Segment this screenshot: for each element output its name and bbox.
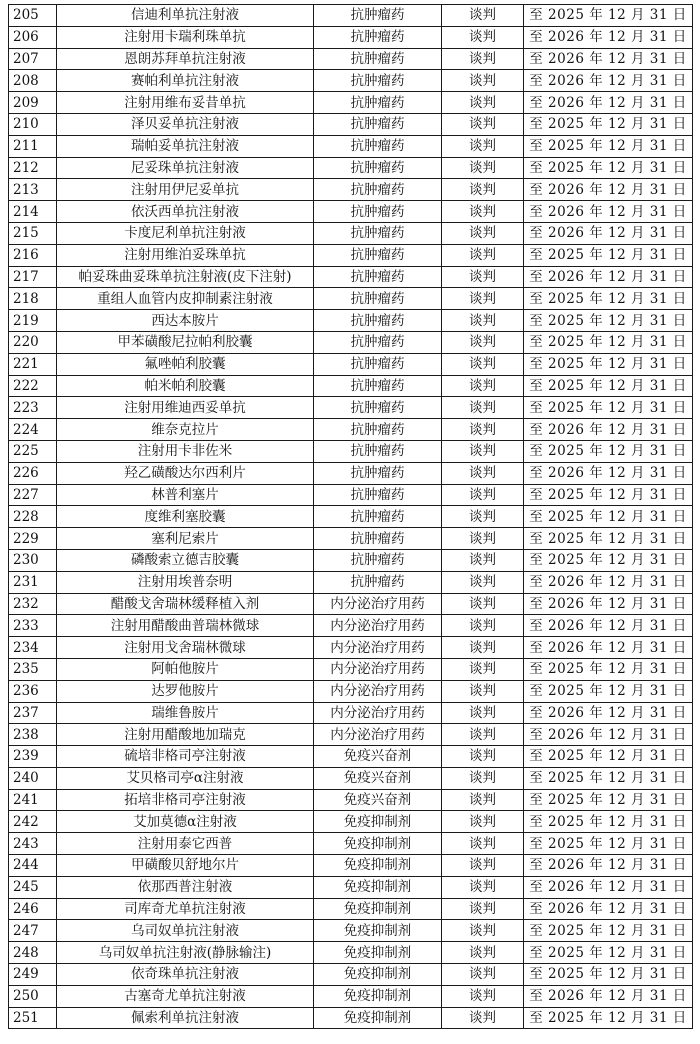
drug-name: 恩朗苏拜单抗注射液 [57,48,314,70]
table-row [9,201,693,223]
negotiation-mode: 谈判 [442,135,524,157]
drug-list-body [9,5,693,1029]
drug-category: 抗肿瘤药 [314,440,442,462]
negotiation-mode: 谈判 [442,288,524,310]
table-row [9,571,693,593]
row-number: 249 [9,964,57,986]
table-row [9,746,693,768]
drug-category: 抗肿瘤药 [314,244,442,266]
row-number: 237 [9,702,57,724]
validity-date: 至 2025 年 12 月 31 日 [524,113,693,135]
row-number: 239 [9,746,57,768]
table-row [9,375,693,397]
drug-category: 免疫抑制剂 [314,855,442,877]
drug-category: 抗肿瘤药 [314,375,442,397]
row-number: 241 [9,789,57,811]
validity-date: 至 2026 年 12 月 31 日 [524,201,693,223]
negotiation-mode: 谈判 [442,528,524,550]
row-number: 222 [9,375,57,397]
negotiation-mode: 谈判 [442,179,524,201]
validity-date: 至 2026 年 12 月 31 日 [524,92,693,114]
row-number: 232 [9,593,57,615]
table-row [9,964,693,986]
negotiation-mode: 谈判 [442,680,524,702]
drug-name: 注射用卡瑞利珠单抗 [57,26,314,48]
row-number: 216 [9,244,57,266]
negotiation-mode: 谈判 [442,637,524,659]
table-row [9,397,693,419]
negotiation-mode: 谈判 [442,876,524,898]
drug-category: 内分泌治疗用药 [314,637,442,659]
drug-category: 抗肿瘤药 [314,549,442,571]
table-row [9,92,693,114]
drug-name: 佩索利单抗注射液 [57,1007,314,1029]
table-row [9,615,693,637]
drug-name: 注射用伊尼妥单抗 [57,179,314,201]
validity-date: 至 2025 年 12 月 31 日 [524,528,693,550]
drug-category: 免疫兴奋剂 [314,789,442,811]
table-row [9,920,693,942]
drug-name: 卡度尼利单抗注射液 [57,222,314,244]
drug-name: 注射用醋酸地加瑞克 [57,724,314,746]
table-row [9,419,693,441]
validity-date: 至 2025 年 12 月 31 日 [524,484,693,506]
row-number: 207 [9,48,57,70]
validity-date: 至 2025 年 12 月 31 日 [524,811,693,833]
validity-date: 至 2025 年 12 月 31 日 [524,310,693,332]
drug-name: 艾加莫德α注射液 [57,811,314,833]
validity-date: 至 2025 年 12 月 31 日 [524,833,693,855]
drug-category: 抗肿瘤药 [314,113,442,135]
negotiation-mode: 谈判 [442,353,524,375]
row-number: 245 [9,876,57,898]
drug-name: 赛帕利单抗注射液 [57,70,314,92]
row-number: 225 [9,440,57,462]
negotiation-mode: 谈判 [442,964,524,986]
drug-category: 内分泌治疗用药 [314,724,442,746]
negotiation-mode: 谈判 [442,419,524,441]
validity-date: 至 2025 年 12 月 31 日 [524,964,693,986]
validity-date: 至 2026 年 12 月 31 日 [524,985,693,1007]
validity-date: 至 2025 年 12 月 31 日 [524,549,693,571]
validity-date: 至 2026 年 12 月 31 日 [524,26,693,48]
validity-date: 至 2025 年 12 月 31 日 [524,680,693,702]
row-number: 235 [9,658,57,680]
drug-name: 维奈克拉片 [57,419,314,441]
row-number: 205 [9,5,57,27]
row-number: 233 [9,615,57,637]
drug-name: 尼妥珠单抗注射液 [57,157,314,179]
drug-name: 甲苯磺酸尼拉帕利胶囊 [57,331,314,353]
drug-category: 抗肿瘤药 [314,484,442,506]
validity-date: 至 2026 年 12 月 31 日 [524,724,693,746]
drug-category: 抗肿瘤药 [314,528,442,550]
validity-date: 至 2026 年 12 月 31 日 [524,876,693,898]
negotiation-mode: 谈判 [442,767,524,789]
row-number: 250 [9,985,57,1007]
validity-date: 至 2025 年 12 月 31 日 [524,767,693,789]
row-number: 212 [9,157,57,179]
drug-category: 抗肿瘤药 [314,310,442,332]
validity-date: 至 2025 年 12 月 31 日 [524,353,693,375]
drug-name: 泽贝妥单抗注射液 [57,113,314,135]
drug-name: 硫培非格司亭注射液 [57,746,314,768]
table-row [9,637,693,659]
negotiation-mode: 谈判 [442,571,524,593]
drug-name: 塞利尼索片 [57,528,314,550]
drug-category: 抗肿瘤药 [314,222,442,244]
negotiation-mode: 谈判 [442,440,524,462]
table-row [9,179,693,201]
validity-date: 至 2025 年 12 月 31 日 [524,658,693,680]
row-number: 238 [9,724,57,746]
drug-name: 注射用戈舍瑞林微球 [57,637,314,659]
table-row [9,440,693,462]
validity-date: 至 2025 年 12 月 31 日 [524,397,693,419]
negotiation-mode: 谈判 [442,811,524,833]
table-row [9,833,693,855]
row-number: 244 [9,855,57,877]
drug-name: 瑞帕妥单抗注射液 [57,135,314,157]
table-row [9,113,693,135]
drug-category: 抗肿瘤药 [314,288,442,310]
drug-name: 磷酸索立德吉胶囊 [57,549,314,571]
drug-name: 重组人血管内皮抑制素注射液 [57,288,314,310]
drug-category: 抗肿瘤药 [314,92,442,114]
negotiation-mode: 谈判 [442,48,524,70]
drug-name: 注射用泰它西普 [57,833,314,855]
negotiation-mode: 谈判 [442,310,524,332]
drug-category: 免疫抑制剂 [314,811,442,833]
drug-name: 注射用埃普奈明 [57,571,314,593]
validity-date: 至 2026 年 12 月 31 日 [524,898,693,920]
negotiation-mode: 谈判 [442,833,524,855]
table-row [9,353,693,375]
validity-date: 至 2025 年 12 月 31 日 [524,440,693,462]
drug-name: 依奇珠单抗注射液 [57,964,314,986]
drug-name: 阿帕他胺片 [57,658,314,680]
drug-category: 抗肿瘤药 [314,571,442,593]
drug-category: 抗肿瘤药 [314,5,442,27]
row-number: 247 [9,920,57,942]
drug-category: 抗肿瘤药 [314,179,442,201]
drug-category: 抗肿瘤药 [314,70,442,92]
drug-name: 注射用醋酸曲普瑞林微球 [57,615,314,637]
negotiation-mode: 谈判 [442,942,524,964]
row-number: 208 [9,70,57,92]
row-number: 246 [9,898,57,920]
drug-name: 帕妥珠曲妥珠单抗注射液(皮下注射) [57,266,314,288]
table-row [9,658,693,680]
row-number: 248 [9,942,57,964]
row-number: 221 [9,353,57,375]
negotiation-mode: 谈判 [442,157,524,179]
row-number: 213 [9,179,57,201]
drug-category: 免疫抑制剂 [314,898,442,920]
drug-name: 达罗他胺片 [57,680,314,702]
negotiation-mode: 谈判 [442,113,524,135]
drug-name: 信迪利单抗注射液 [57,5,314,27]
negotiation-mode: 谈判 [442,985,524,1007]
negotiation-mode: 谈判 [442,462,524,484]
negotiation-mode: 谈判 [442,92,524,114]
row-number: 210 [9,113,57,135]
validity-date: 至 2025 年 12 月 31 日 [524,288,693,310]
validity-date: 至 2026 年 12 月 31 日 [524,266,693,288]
negotiation-mode: 谈判 [442,746,524,768]
drug-list-table-container [8,4,692,1029]
drug-name: 林普利塞片 [57,484,314,506]
table-row [9,549,693,571]
validity-date: 至 2026 年 12 月 31 日 [524,48,693,70]
negotiation-mode: 谈判 [442,70,524,92]
drug-category: 免疫抑制剂 [314,876,442,898]
drug-name: 注射用卡非佐米 [57,440,314,462]
row-number: 218 [9,288,57,310]
row-number: 230 [9,549,57,571]
table-row [9,157,693,179]
drug-category: 抗肿瘤药 [314,331,442,353]
drug-name: 氟唑帕利胶囊 [57,353,314,375]
drug-category: 内分泌治疗用药 [314,702,442,724]
table-row [9,985,693,1007]
negotiation-mode: 谈判 [442,920,524,942]
negotiation-mode: 谈判 [442,244,524,266]
table-row [9,288,693,310]
table-row [9,266,693,288]
drug-name: 瑞维鲁胺片 [57,702,314,724]
drug-name: 乌司奴单抗注射液 [57,920,314,942]
row-number: 215 [9,222,57,244]
table-row [9,70,693,92]
negotiation-mode: 谈判 [442,593,524,615]
drug-category: 免疫抑制剂 [314,964,442,986]
validity-date: 至 2026 年 12 月 31 日 [524,615,693,637]
table-row [9,724,693,746]
drug-name: 度维利塞胶囊 [57,506,314,528]
row-number: 251 [9,1007,57,1029]
table-row [9,702,693,724]
negotiation-mode: 谈判 [442,855,524,877]
row-number: 243 [9,833,57,855]
table-row [9,855,693,877]
table-row [9,767,693,789]
row-number: 229 [9,528,57,550]
validity-date: 至 2025 年 12 月 31 日 [524,506,693,528]
drug-category: 内分泌治疗用药 [314,593,442,615]
row-number: 211 [9,135,57,157]
negotiation-mode: 谈判 [442,266,524,288]
table-row [9,528,693,550]
validity-date: 至 2025 年 12 月 31 日 [524,331,693,353]
drug-name: 甲磺酸贝舒地尔片 [57,855,314,877]
table-row [9,244,693,266]
validity-date: 至 2026 年 12 月 31 日 [524,855,693,877]
validity-date: 至 2026 年 12 月 31 日 [524,637,693,659]
drug-category: 免疫兴奋剂 [314,746,442,768]
negotiation-mode: 谈判 [442,201,524,223]
row-number: 240 [9,767,57,789]
table-row [9,680,693,702]
validity-date: 至 2026 年 12 月 31 日 [524,702,693,724]
validity-date: 至 2026 年 12 月 31 日 [524,419,693,441]
drug-category: 抗肿瘤药 [314,135,442,157]
table-row [9,48,693,70]
drug-category: 抗肿瘤药 [314,397,442,419]
drug-category: 免疫抑制剂 [314,942,442,964]
table-row [9,506,693,528]
validity-date: 至 2025 年 12 月 31 日 [524,920,693,942]
row-number: 206 [9,26,57,48]
negotiation-mode: 谈判 [442,789,524,811]
drug-category: 免疫抑制剂 [314,833,442,855]
validity-date: 至 2025 年 12 月 31 日 [524,244,693,266]
validity-date: 至 2025 年 12 月 31 日 [524,5,693,27]
row-number: 217 [9,266,57,288]
row-number: 226 [9,462,57,484]
validity-date: 至 2025 年 12 月 31 日 [524,746,693,768]
negotiation-mode: 谈判 [442,898,524,920]
drug-name: 注射用维泊妥珠单抗 [57,244,314,266]
negotiation-mode: 谈判 [442,506,524,528]
negotiation-mode: 谈判 [442,331,524,353]
table-row [9,222,693,244]
drug-name: 西达本胺片 [57,310,314,332]
negotiation-mode: 谈判 [442,26,524,48]
row-number: 220 [9,331,57,353]
row-number: 231 [9,571,57,593]
validity-date: 至 2026 年 12 月 31 日 [524,462,693,484]
row-number: 228 [9,506,57,528]
negotiation-mode: 谈判 [442,658,524,680]
drug-name: 古塞奇尤单抗注射液 [57,985,314,1007]
row-number: 214 [9,201,57,223]
drug-name: 帕米帕利胶囊 [57,375,314,397]
drug-category: 内分泌治疗用药 [314,680,442,702]
table-row [9,135,693,157]
validity-date: 至 2026 年 12 月 31 日 [524,222,693,244]
table-row [9,484,693,506]
drug-list-table [8,4,693,1029]
validity-date: 至 2025 年 12 月 31 日 [524,375,693,397]
row-number: 219 [9,310,57,332]
drug-name: 依那西普注射液 [57,876,314,898]
drug-category: 抗肿瘤药 [314,353,442,375]
validity-date: 至 2025 年 12 月 31 日 [524,135,693,157]
drug-category: 抗肿瘤药 [314,266,442,288]
row-number: 224 [9,419,57,441]
table-row [9,1007,693,1029]
negotiation-mode: 谈判 [442,724,524,746]
validity-date: 至 2025 年 12 月 31 日 [524,942,693,964]
negotiation-mode: 谈判 [442,222,524,244]
row-number: 227 [9,484,57,506]
table-row [9,898,693,920]
negotiation-mode: 谈判 [442,1007,524,1029]
drug-category: 免疫抑制剂 [314,985,442,1007]
drug-name: 乌司奴单抗注射液(静脉输注) [57,942,314,964]
row-number: 209 [9,92,57,114]
row-number: 223 [9,397,57,419]
drug-name: 注射用维迪西妥单抗 [57,397,314,419]
drug-category: 内分泌治疗用药 [314,658,442,680]
drug-name: 羟乙磺酸达尔西利片 [57,462,314,484]
negotiation-mode: 谈判 [442,702,524,724]
table-row [9,593,693,615]
validity-date: 至 2026 年 12 月 31 日 [524,571,693,593]
table-row [9,811,693,833]
drug-name: 醋酸戈舍瑞林缓释植入剂 [57,593,314,615]
validity-date: 至 2025 年 12 月 31 日 [524,157,693,179]
table-row [9,789,693,811]
table-row [9,876,693,898]
row-number: 236 [9,680,57,702]
validity-date: 至 2026 年 12 月 31 日 [524,593,693,615]
drug-category: 抗肿瘤药 [314,419,442,441]
validity-date: 至 2025 年 12 月 31 日 [524,1007,693,1029]
table-row [9,462,693,484]
drug-name: 艾贝格司亭α注射液 [57,767,314,789]
drug-category: 抗肿瘤药 [314,462,442,484]
drug-category: 抗肿瘤药 [314,157,442,179]
negotiation-mode: 谈判 [442,615,524,637]
drug-category: 免疫抑制剂 [314,920,442,942]
drug-category: 抗肿瘤药 [314,48,442,70]
drug-category: 免疫抑制剂 [314,1007,442,1029]
drug-name: 拓培非格司亭注射液 [57,789,314,811]
drug-category: 免疫兴奋剂 [314,767,442,789]
table-row [9,331,693,353]
table-row [9,26,693,48]
row-number: 234 [9,637,57,659]
drug-name: 依沃西单抗注射液 [57,201,314,223]
validity-date: 至 2026 年 12 月 31 日 [524,179,693,201]
negotiation-mode: 谈判 [442,397,524,419]
drug-name: 注射用维布妥昔单抗 [57,92,314,114]
negotiation-mode: 谈判 [442,484,524,506]
drug-category: 内分泌治疗用药 [314,615,442,637]
table-row [9,310,693,332]
table-row [9,5,693,27]
drug-category: 抗肿瘤药 [314,26,442,48]
validity-date: 至 2026 年 12 月 31 日 [524,70,693,92]
negotiation-mode: 谈判 [442,5,524,27]
negotiation-mode: 谈判 [442,375,524,397]
drug-category: 抗肿瘤药 [314,201,442,223]
row-number: 242 [9,811,57,833]
negotiation-mode: 谈判 [442,549,524,571]
drug-name: 司库奇尤单抗注射液 [57,898,314,920]
table-row [9,942,693,964]
validity-date: 至 2025 年 12 月 31 日 [524,789,693,811]
drug-category: 抗肿瘤药 [314,506,442,528]
